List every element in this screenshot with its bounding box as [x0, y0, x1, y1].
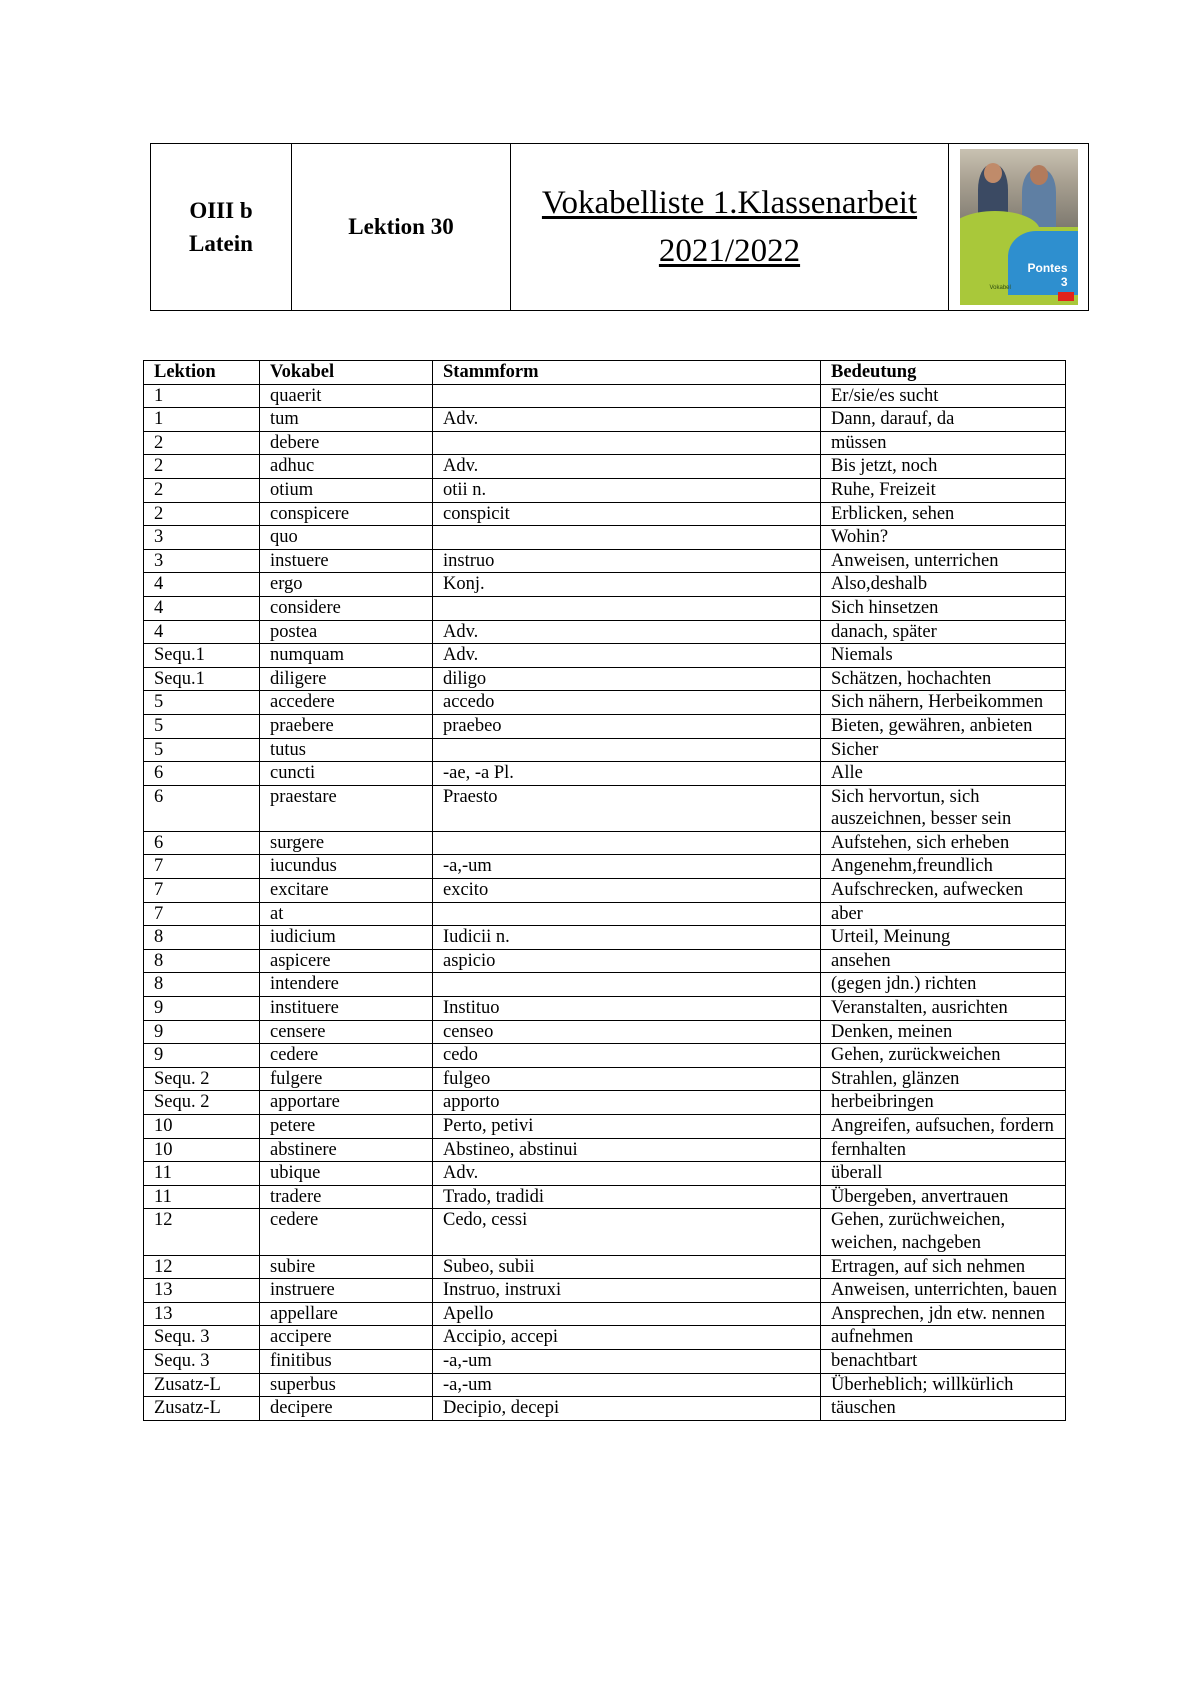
- table-row: [144, 1209, 1066, 1255]
- table-row: [144, 1067, 1066, 1091]
- table-row: [144, 1138, 1066, 1162]
- cell-lektion: 10: [144, 1115, 260, 1139]
- cell-lektion: Sequ. 2: [144, 1067, 260, 1091]
- table-row: [144, 1162, 1066, 1186]
- cell-lektion: 8: [144, 949, 260, 973]
- cell-stammform: -a,-um: [433, 1349, 821, 1373]
- cell-vokabel: ubique: [260, 1162, 433, 1186]
- cell-vokabel: tutus: [260, 738, 433, 762]
- table-row: [144, 455, 1066, 479]
- table-row: [144, 478, 1066, 502]
- cell-vokabel: instituere: [260, 997, 433, 1021]
- cell-lektion: 13: [144, 1302, 260, 1326]
- cell-stammform: accedo: [433, 691, 821, 715]
- cell-vokabel: conspicere: [260, 502, 433, 526]
- cell-bedeutung: müssen: [821, 431, 1066, 455]
- lesson-cell: [292, 144, 511, 311]
- table-row: [144, 1397, 1066, 1421]
- cell-lektion: 5: [144, 714, 260, 738]
- cell-lektion: 9: [144, 997, 260, 1021]
- cell-lektion: Sequ.1: [144, 667, 260, 691]
- cell-lektion: Sequ. 3: [144, 1349, 260, 1373]
- table-row: [144, 644, 1066, 668]
- cell-lektion: 6: [144, 831, 260, 855]
- cell-stammform: praebeo: [433, 714, 821, 738]
- table-row: [144, 408, 1066, 432]
- table-row: [144, 573, 1066, 597]
- cell-lektion: Zusatz-L: [144, 1397, 260, 1421]
- cell-stammform: [433, 596, 821, 620]
- cell-lektion: Sequ.1: [144, 644, 260, 668]
- cell-stammform: [433, 902, 821, 926]
- cell-lektion: 11: [144, 1185, 260, 1209]
- cell-bedeutung: Ertragen, auf sich nehmen: [821, 1255, 1066, 1279]
- cover-subtitle: Vokabel: [989, 285, 1011, 291]
- cell-lektion: 12: [144, 1209, 260, 1255]
- cell-stammform: Iudicii n.: [433, 926, 821, 950]
- column-header-vokabel: Vokabel: [260, 361, 433, 385]
- table-row: [144, 526, 1066, 550]
- cell-vokabel: excitare: [260, 879, 433, 903]
- cell-lektion: 5: [144, 691, 260, 715]
- cell-bedeutung: Gehen, zurüchweichen, weichen, nachgeben: [821, 1209, 1066, 1255]
- cell-bedeutung: Aufschrecken, aufwecken: [821, 879, 1066, 903]
- cell-vokabel: iudicium: [260, 926, 433, 950]
- cell-lektion: Sequ. 2: [144, 1091, 260, 1115]
- cell-stammform: Adv.: [433, 408, 821, 432]
- cell-lektion: 9: [144, 1020, 260, 1044]
- cell-lektion: Zusatz-L: [144, 1373, 260, 1397]
- table-row: [144, 620, 1066, 644]
- cell-stammform: Abstineo, abstinui: [433, 1138, 821, 1162]
- table-row: [144, 714, 1066, 738]
- cell-bedeutung: ansehen: [821, 949, 1066, 973]
- table-row: [144, 1302, 1066, 1326]
- column-header-stammform: Stammform: [433, 361, 821, 385]
- cell-lektion: 4: [144, 620, 260, 644]
- cell-vokabel: ergo: [260, 573, 433, 597]
- table-row: [144, 762, 1066, 786]
- cell-lektion: 5: [144, 738, 260, 762]
- table-row: [144, 667, 1066, 691]
- cell-bedeutung: Bieten, gewähren, anbieten: [821, 714, 1066, 738]
- cell-bedeutung: Alle: [821, 762, 1066, 786]
- cell-bedeutung: Anweisen, unterrichen: [821, 549, 1066, 573]
- cell-lektion: 2: [144, 431, 260, 455]
- school-year: 2021/2022: [658, 233, 801, 269]
- table-row: [144, 549, 1066, 573]
- cell-bedeutung: Er/sie/es sucht: [821, 384, 1066, 408]
- cell-vokabel: tum: [260, 408, 433, 432]
- cell-bedeutung: Sich hervortun, sich auszeichnen, besser sein: [821, 785, 1066, 831]
- table-row: [144, 1349, 1066, 1373]
- cell-bedeutung: Sicher: [821, 738, 1066, 762]
- cell-bedeutung: fernhalten: [821, 1138, 1066, 1162]
- cell-vokabel: tradere: [260, 1185, 433, 1209]
- cell-lektion: 2: [144, 502, 260, 526]
- cell-lektion: 4: [144, 573, 260, 597]
- cell-bedeutung: Strahlen, glänzen: [821, 1067, 1066, 1091]
- cell-lektion: 10: [144, 1138, 260, 1162]
- cell-vokabel: superbus: [260, 1373, 433, 1397]
- cell-bedeutung: Denken, meinen: [821, 1020, 1066, 1044]
- cell-bedeutung: Angreifen, aufsuchen, fordern: [821, 1115, 1066, 1139]
- cell-stammform: Konj.: [433, 573, 821, 597]
- cover-brand-number: 3: [1060, 275, 1068, 289]
- table-row: [144, 926, 1066, 950]
- cell-stammform: fulgeo: [433, 1067, 821, 1091]
- cell-bedeutung: herbeibringen: [821, 1091, 1066, 1115]
- cell-bedeutung: täuschen: [821, 1397, 1066, 1421]
- cell-vokabel: finitibus: [260, 1349, 433, 1373]
- cell-stammform: Praesto: [433, 785, 821, 831]
- cell-bedeutung: Bis jetzt, noch: [821, 455, 1066, 479]
- cell-lektion: Sequ. 3: [144, 1326, 260, 1350]
- cell-vokabel: quo: [260, 526, 433, 550]
- cell-bedeutung: Ruhe, Freizeit: [821, 478, 1066, 502]
- cell-lektion: 8: [144, 926, 260, 950]
- cell-vokabel: instruere: [260, 1279, 433, 1303]
- cell-vokabel: numquam: [260, 644, 433, 668]
- cell-bedeutung: Veranstalten, ausrichten: [821, 997, 1066, 1021]
- table-row: [144, 1279, 1066, 1303]
- cover-person-left-head: [984, 163, 1002, 183]
- cell-vokabel: praebere: [260, 714, 433, 738]
- cell-vokabel: praestare: [260, 785, 433, 831]
- cell-bedeutung: danach, später: [821, 620, 1066, 644]
- table-row: [144, 384, 1066, 408]
- cell-stammform: cedo: [433, 1044, 821, 1068]
- cell-stammform: diligo: [433, 667, 821, 691]
- cell-stammform: Decipio, decepi: [433, 1397, 821, 1421]
- table-row: [144, 879, 1066, 903]
- cell-vokabel: adhuc: [260, 455, 433, 479]
- cell-vokabel: considere: [260, 596, 433, 620]
- table-row: [144, 1373, 1066, 1397]
- cell-vokabel: appellare: [260, 1302, 433, 1326]
- cell-lektion: 2: [144, 455, 260, 479]
- cell-bedeutung: Gehen, zurückweichen: [821, 1044, 1066, 1068]
- cell-bedeutung: Angenehm,freundlich: [821, 855, 1066, 879]
- cell-vokabel: accipere: [260, 1326, 433, 1350]
- cell-vokabel: debere: [260, 431, 433, 455]
- cell-lektion: 11: [144, 1162, 260, 1186]
- cell-bedeutung: Niemals: [821, 644, 1066, 668]
- header-table: [150, 143, 1089, 311]
- cell-vokabel: petere: [260, 1115, 433, 1139]
- table-row: [144, 831, 1066, 855]
- cell-stammform: Adv.: [433, 644, 821, 668]
- cell-bedeutung: Überheblich; willkürlich: [821, 1373, 1066, 1397]
- cell-lektion: 9: [144, 1044, 260, 1068]
- cell-stammform: instruo: [433, 549, 821, 573]
- cell-stammform: [433, 738, 821, 762]
- cell-stammform: Instituo: [433, 997, 821, 1021]
- cell-stammform: [433, 831, 821, 855]
- cell-vokabel: cedere: [260, 1044, 433, 1068]
- cell-stammform: Adv.: [433, 620, 821, 644]
- cell-stammform: Adv.: [433, 455, 821, 479]
- cell-vokabel: diligere: [260, 667, 433, 691]
- column-header-lektion: Lektion: [144, 361, 260, 385]
- cell-stammform: Subeo, subii: [433, 1255, 821, 1279]
- table-row: [144, 785, 1066, 831]
- cell-vokabel: aspicere: [260, 949, 433, 973]
- cell-lektion: 7: [144, 879, 260, 903]
- cell-stammform: censeo: [433, 1020, 821, 1044]
- cell-stammform: Cedo, cessi: [433, 1209, 821, 1255]
- cell-bedeutung: überall: [821, 1162, 1066, 1186]
- cell-stammform: Apello: [433, 1302, 821, 1326]
- cell-vokabel: fulgere: [260, 1067, 433, 1091]
- cell-vokabel: abstinere: [260, 1138, 433, 1162]
- cell-vokabel: subire: [260, 1255, 433, 1279]
- cell-stammform: Accipio, accepi: [433, 1326, 821, 1350]
- cell-stammform: [433, 973, 821, 997]
- book-cover-image: [960, 149, 1078, 305]
- table-header-row: [144, 361, 1066, 385]
- class-name: OIII b: [189, 198, 253, 223]
- table-row: [144, 1044, 1066, 1068]
- cell-vokabel: cedere: [260, 1209, 433, 1255]
- cell-lektion: 7: [144, 902, 260, 926]
- cell-bedeutung: Wohin?: [821, 526, 1066, 550]
- cell-bedeutung: Sich hinsetzen: [821, 596, 1066, 620]
- cell-bedeutung: Sich nähern, Herbeikommen: [821, 691, 1066, 715]
- table-row: [144, 1020, 1066, 1044]
- cell-stammform: apporto: [433, 1091, 821, 1115]
- cell-lektion: 8: [144, 973, 260, 997]
- cell-vokabel: intendere: [260, 973, 433, 997]
- cell-lektion: 4: [144, 596, 260, 620]
- cell-stammform: [433, 431, 821, 455]
- cell-vokabel: postea: [260, 620, 433, 644]
- cell-lektion: 7: [144, 855, 260, 879]
- cover-cell: [949, 144, 1089, 311]
- vocabulary-table-body: [144, 384, 1066, 1420]
- table-row: [144, 431, 1066, 455]
- cell-vokabel: accedere: [260, 691, 433, 715]
- cell-bedeutung: Anweisen, unterrichten, bauen: [821, 1279, 1066, 1303]
- cell-bedeutung: Urteil, Meinung: [821, 926, 1066, 950]
- cell-lektion: 3: [144, 549, 260, 573]
- cell-vokabel: surgere: [260, 831, 433, 855]
- cell-lektion: 1: [144, 384, 260, 408]
- subject-name: Latein: [189, 231, 253, 256]
- table-row: [144, 1115, 1066, 1139]
- cell-stammform: Trado, tradidi: [433, 1185, 821, 1209]
- cell-bedeutung: Schätzen, hochachten: [821, 667, 1066, 691]
- table-row: [144, 596, 1066, 620]
- cell-vokabel: cuncti: [260, 762, 433, 786]
- cell-stammform: otii n.: [433, 478, 821, 502]
- cell-stammform: -a,-um: [433, 855, 821, 879]
- table-row: [144, 1326, 1066, 1350]
- vocabulary-table: [143, 360, 1066, 1421]
- table-row: [144, 691, 1066, 715]
- cell-bedeutung: Ansprechen, jdn etw. nennen: [821, 1302, 1066, 1326]
- publisher-logo-icon: [1058, 292, 1074, 301]
- cell-lektion: 1: [144, 408, 260, 432]
- cell-bedeutung: Also,deshalb: [821, 573, 1066, 597]
- table-row: [144, 1185, 1066, 1209]
- table-row: [144, 1091, 1066, 1115]
- cell-lektion: 6: [144, 762, 260, 786]
- cell-lektion: 2: [144, 478, 260, 502]
- cell-vokabel: iucundus: [260, 855, 433, 879]
- table-row: [144, 949, 1066, 973]
- table-row: [144, 997, 1066, 1021]
- cover-person-right-head: [1030, 165, 1048, 185]
- cell-lektion: 12: [144, 1255, 260, 1279]
- cell-stammform: conspicit: [433, 502, 821, 526]
- table-row: [144, 1255, 1066, 1279]
- table-row: [144, 973, 1066, 997]
- cell-lektion: 3: [144, 526, 260, 550]
- cell-stammform: aspicio: [433, 949, 821, 973]
- cell-stammform: Instruo, instruxi: [433, 1279, 821, 1303]
- cell-bedeutung: Übergeben, anvertrauen: [821, 1185, 1066, 1209]
- table-row: [144, 738, 1066, 762]
- document-title: Vokabelliste 1.Klassenarbeit: [541, 185, 918, 221]
- cell-stammform: Adv.: [433, 1162, 821, 1186]
- cell-bedeutung: benachtbart: [821, 1349, 1066, 1373]
- cell-stammform: -ae, -a Pl.: [433, 762, 821, 786]
- cell-stammform: [433, 384, 821, 408]
- title-cell: [511, 144, 949, 311]
- column-header-bedeutung: Bedeutung: [821, 361, 1066, 385]
- cell-bedeutung: aber: [821, 902, 1066, 926]
- cell-lektion: 13: [144, 1279, 260, 1303]
- cell-vokabel: instuere: [260, 549, 433, 573]
- cell-lektion: 6: [144, 785, 260, 831]
- cell-stammform: Perto, petivi: [433, 1115, 821, 1139]
- table-row: [144, 855, 1066, 879]
- cell-vokabel: decipere: [260, 1397, 433, 1421]
- cell-bedeutung: (gegen jdn.) richten: [821, 973, 1066, 997]
- cell-vokabel: apportare: [260, 1091, 433, 1115]
- cell-stammform: excito: [433, 879, 821, 903]
- cell-vokabel: at: [260, 902, 433, 926]
- cell-bedeutung: Aufstehen, sich erheben: [821, 831, 1066, 855]
- cell-bedeutung: Erblicken, sehen: [821, 502, 1066, 526]
- cover-brand-name: Pontes: [1027, 261, 1068, 275]
- class-cell: [151, 144, 292, 311]
- cell-bedeutung: Dann, darauf, da: [821, 408, 1066, 432]
- cover-brand: [1027, 261, 1067, 289]
- cell-vokabel: censere: [260, 1020, 433, 1044]
- lesson-label: Lektion 30: [348, 214, 454, 239]
- cell-vokabel: quaerit: [260, 384, 433, 408]
- cell-stammform: -a,-um: [433, 1373, 821, 1397]
- cell-bedeutung: aufnehmen: [821, 1326, 1066, 1350]
- table-row: [144, 502, 1066, 526]
- cell-stammform: [433, 526, 821, 550]
- cell-vokabel: otium: [260, 478, 433, 502]
- table-row: [144, 902, 1066, 926]
